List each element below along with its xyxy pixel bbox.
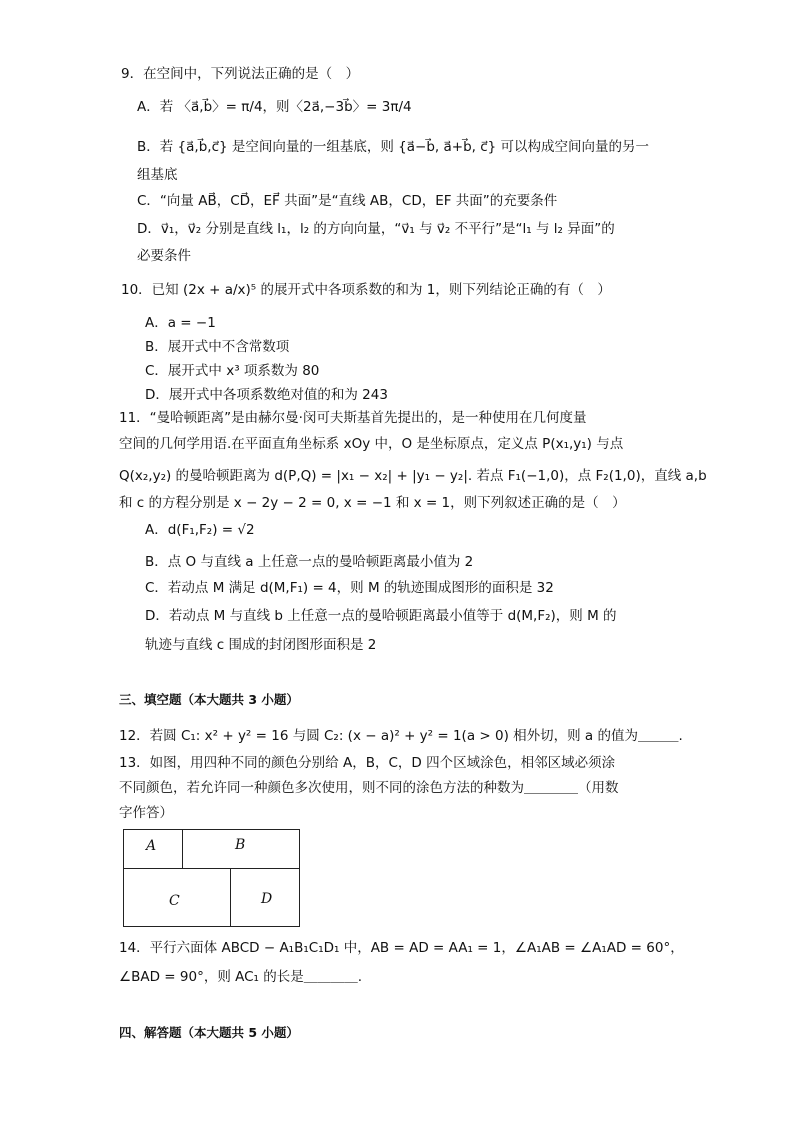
region-c-label: C	[169, 893, 180, 909]
q13-line2: 不同颜色，若允许同一种颜色多次使用，则不同的涂色方法的种数为＿＿＿＿（用数	[119, 780, 619, 796]
q11-option-d-line2: 轨迹与直线 c 围成的封闭图形面积是 2	[145, 637, 377, 653]
q12-text: 12．若圆 C₁: x² + y² = 16 与圆 C₂: (x − a)² + y² = 1(a > 0) 相外切，则 a 的值为＿＿＿.	[119, 728, 683, 744]
q9-option-d-line1: D．v⃗₁，v⃗₂ 分别是直线 l₁，l₂ 的方向向量，“v⃗₁ 与 v⃗₂ 不平行”是“l₁ 与 l₂ 异面”的	[137, 221, 615, 237]
region-a-label: A	[146, 838, 157, 854]
section-heading-answer: 四、解答题（本大题共 5 小题）	[119, 1025, 299, 1040]
q11-stem-line4: 和 c 的方程分别是 x − 2y − 2 = 0, x = −1 和 x = 1，则下列叙述正确的是（ ）	[119, 495, 626, 511]
region-b-label: B	[235, 837, 246, 853]
q10-option-a: A．a = −1	[145, 315, 216, 331]
q11-stem-line2: 空间的几何学用语.在平面直角坐标系 xOy 中，O 是坐标原点，定义点 P(x₁,y₁) 与点	[119, 436, 624, 452]
q9-option-d-line2: 必要条件	[137, 248, 191, 264]
q14-line1: 14．平行六面体 ABCD − A₁B₁C₁D₁ 中，AB = AD = AA₁ = 1，∠A₁AB = ∠A₁AD = 60°，	[119, 940, 684, 956]
section-heading-fill-in: 三、填空题（本大题共 3 小题）	[119, 692, 299, 707]
q13-line1: 13．如图，用四种不同的颜色分别给 A，B，C，D 四个区域涂色，相邻区域必须涂	[119, 755, 616, 771]
q9-option-a: A．若 〈a⃗,b⃗〉= π/4，则〈2a⃗,−3b⃗〉= 3π/4	[137, 99, 412, 115]
q9-option-b-line1: B．若 {a⃗,b⃗,c⃗} 是空间向量的一组基底，则 {a⃗−b⃗, a⃗+b⃗, c⃗} 可以构成空间向量的另一	[137, 139, 650, 155]
q10-option-d: D．展开式中各项系数绝对值的和为 243	[145, 387, 388, 403]
q11-stem-line1: 11．“曼哈顿距离”是由赫尔曼·闵可夫斯基首先提出的，是一种使用在几何度量	[119, 410, 587, 426]
q11-stem-line3: Q(x₂,y₂) 的曼哈顿距离为 d(P,Q) = |x₁ − x₂| + |y₁ − y₂|. 若点 F₁(−1,0)，点 F₂(1,0)，直线 a,b	[119, 468, 707, 484]
q11-option-d-line1: D．若动点 M 与直线 b 上任意一点的曼哈顿距离最小值等于 d(M,F₂)，则 M 的	[145, 608, 617, 624]
q14-line2: ∠BAD = 90°，则 AC₁ 的长是＿＿＿＿.	[119, 969, 363, 985]
q10-option-b: B．展开式中不含常数项	[145, 339, 290, 355]
region-diagram	[123, 829, 300, 927]
q9-stem: 9．在空间中，下列说法正确的是（ ）	[121, 66, 360, 82]
region-d-label: D	[261, 891, 273, 907]
q11-option-c: C．若动点 M 满足 d(M,F₁) = 4，则 M 的轨迹围成图形的面积是 32	[145, 580, 554, 596]
q9-option-b-line2: 组基底	[137, 167, 178, 183]
q13-line3: 字作答）	[119, 805, 173, 821]
q10-stem: 10．已知 (2x + a/x)⁵ 的展开式中各项系数的和为 1，则下列结论正确的有（ ）	[121, 282, 611, 298]
q9-option-c: C．“向量 AB⃗，CD⃗，EF⃗ 共面”是“直线 AB，CD，EF 共面”的充要条件	[137, 193, 558, 209]
q11-option-b: B．点 O 与直线 a 上任意一点的曼哈顿距离最小值为 2	[145, 554, 474, 570]
q10-option-c: C．展开式中 x³ 项系数为 80	[145, 363, 320, 379]
q11-option-a: A．d(F₁,F₂) = √2	[145, 522, 255, 538]
